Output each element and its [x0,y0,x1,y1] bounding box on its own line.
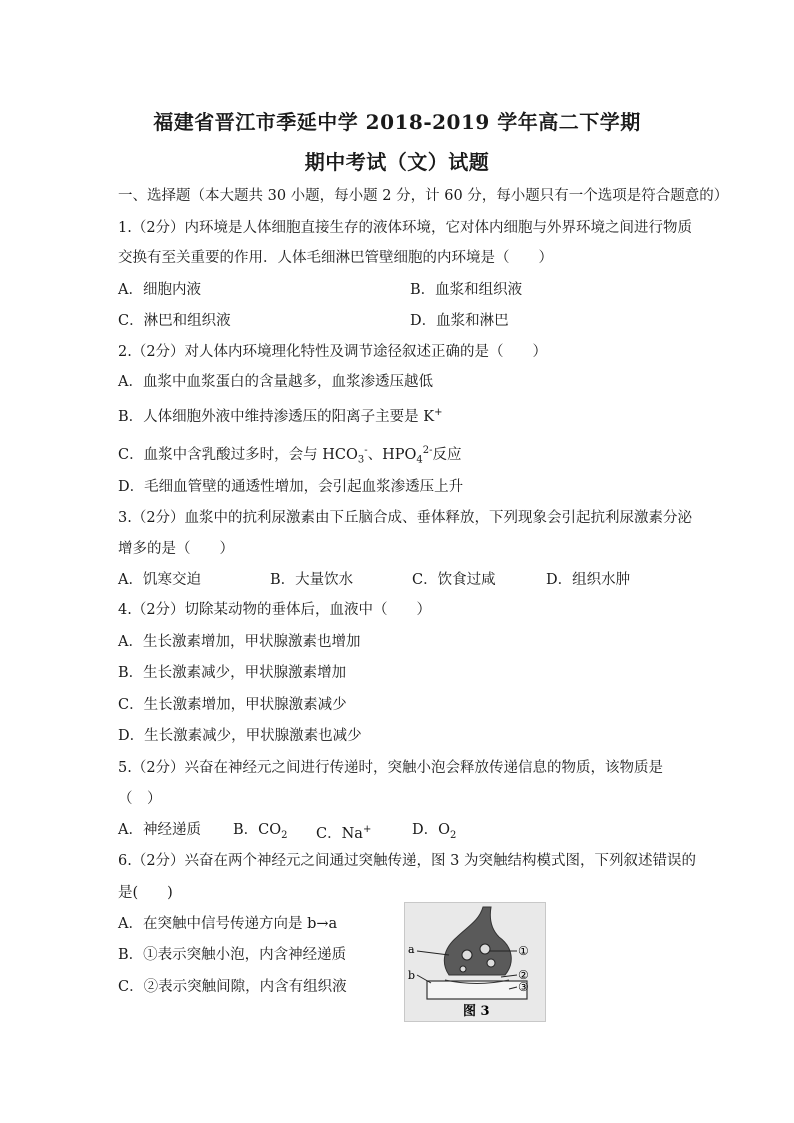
q1-option-c: C．淋巴和组织液 [118,313,231,329]
label-circle-2: ② [518,968,529,982]
q2-option-a: A．血浆中血浆蛋白的含量越多，血浆渗透压越低 [118,374,433,390]
q3-option-b: B．大量饮水 [270,572,354,588]
exam-title-line1: 福建省晋江市季延中学 2018-2019 学年高二下学期 [153,110,641,134]
q6-option-a: A．在突触中信号传递方向是 b→a [118,916,338,932]
axon-terminal-shape [444,907,511,975]
q5-option-c: C．Na+ [316,824,372,842]
synapse-figure [404,902,546,1022]
synapse-diagram [405,903,545,1021]
label-b: b [408,969,416,982]
vesicle-shape [462,950,472,960]
q4-option-d: D．生长激素减少，甲状腺激素也减少 [118,728,362,744]
q1-option-b: B．血浆和组织液 [410,282,523,298]
q5-option-d: D．$O_2$ [412,822,457,841]
q6-option-b: B．①表示突触小泡，内含神经递质 [118,947,347,963]
q5-stem-line1: 5.（2分）兴奋在神经元之间进行传递时，突触小泡会释放传递信息的物质，该物质是 [118,760,664,776]
q3-stem-line1: 3.（2分）血浆中的抗利尿激素由下丘脑合成、垂体释放，下列现象会引起抗利尿激素分泌 [118,510,693,526]
q1-stem-line1: 1.（2分）内环境是人体细胞直接生存的液体环境，它对体内细胞与外界环境之间进行物质 [118,220,693,236]
q3-option-d: D．组织水肿 [546,572,631,588]
label-a: a [408,943,415,956]
section-heading: 一、选择题（本大题共 30 小题，每小题 2 分，计 60 分，每小题只有一个选项是符合题意的） [118,188,729,204]
vesicle-shape [487,959,495,967]
q6-option-c: C．②表示突触间隙，内含有组织液 [118,979,347,995]
q3-option-c: C．饮食过咸 [412,572,496,588]
q6-stem-line2: 是( ) [118,885,173,901]
q1-option-a: A．细胞内液 [118,282,201,298]
exam-title-line2: 期中考试（文）试题 [304,150,490,174]
q1-stem-line2: 交换有至关重要的作用．人体毛细淋巴管壁细胞的内环境是（ ） [118,250,553,266]
q1-option-d: D．血浆和淋巴 [410,313,509,329]
q5-stem-line2: （ ） [118,791,162,807]
vesicle-shape [460,966,466,972]
vesicle-shape [480,944,490,954]
q4-stem: 4.（2分）切除某动物的垂体后，血液中（ ） [118,602,432,618]
q3-option-a: A．饥寒交迫 [118,572,201,588]
q2-stem: 2.（2分）对人体内环境理化特性及调节途径叙述正确的是（ ） [118,344,548,360]
q2-option-c: C．血浆中含乳酸过多时，会与 $HCO_3^-$、$HPO_4^{2-}$反应 [118,445,462,466]
leader-line-a [417,951,449,955]
q4-option-a: A．生长激素增加，甲状腺激素也增加 [118,634,361,650]
q3-stem-line2: 增多的是（ ） [118,541,234,557]
q2-option-d: D．毛细血管壁的通透性增加，会引起血浆渗透压上升 [118,479,464,495]
q5-option-a: A．神经递质 [118,822,201,838]
q6-stem-line1: 6.（2分）兴奋在两个神经元之间通过突触传递，图 3 为突触结构模式图，下列叙述错误的 [118,853,696,869]
figure-caption: 图 3 [463,1004,490,1019]
q2-option-b: B．人体细胞外液中维持渗透压的阳离子主要是 K+ [118,407,443,425]
label-circle-1: ① [518,944,529,958]
leader-line-b [417,975,431,983]
q4-option-b: B．生长激素减少，甲状腺激素增加 [118,665,347,681]
label-circle-3: ③ [518,980,529,994]
q5-option-b: B．$CO_2$ [233,822,288,841]
q4-option-c: C．生长激素增加，甲状腺激素减少 [118,697,347,713]
